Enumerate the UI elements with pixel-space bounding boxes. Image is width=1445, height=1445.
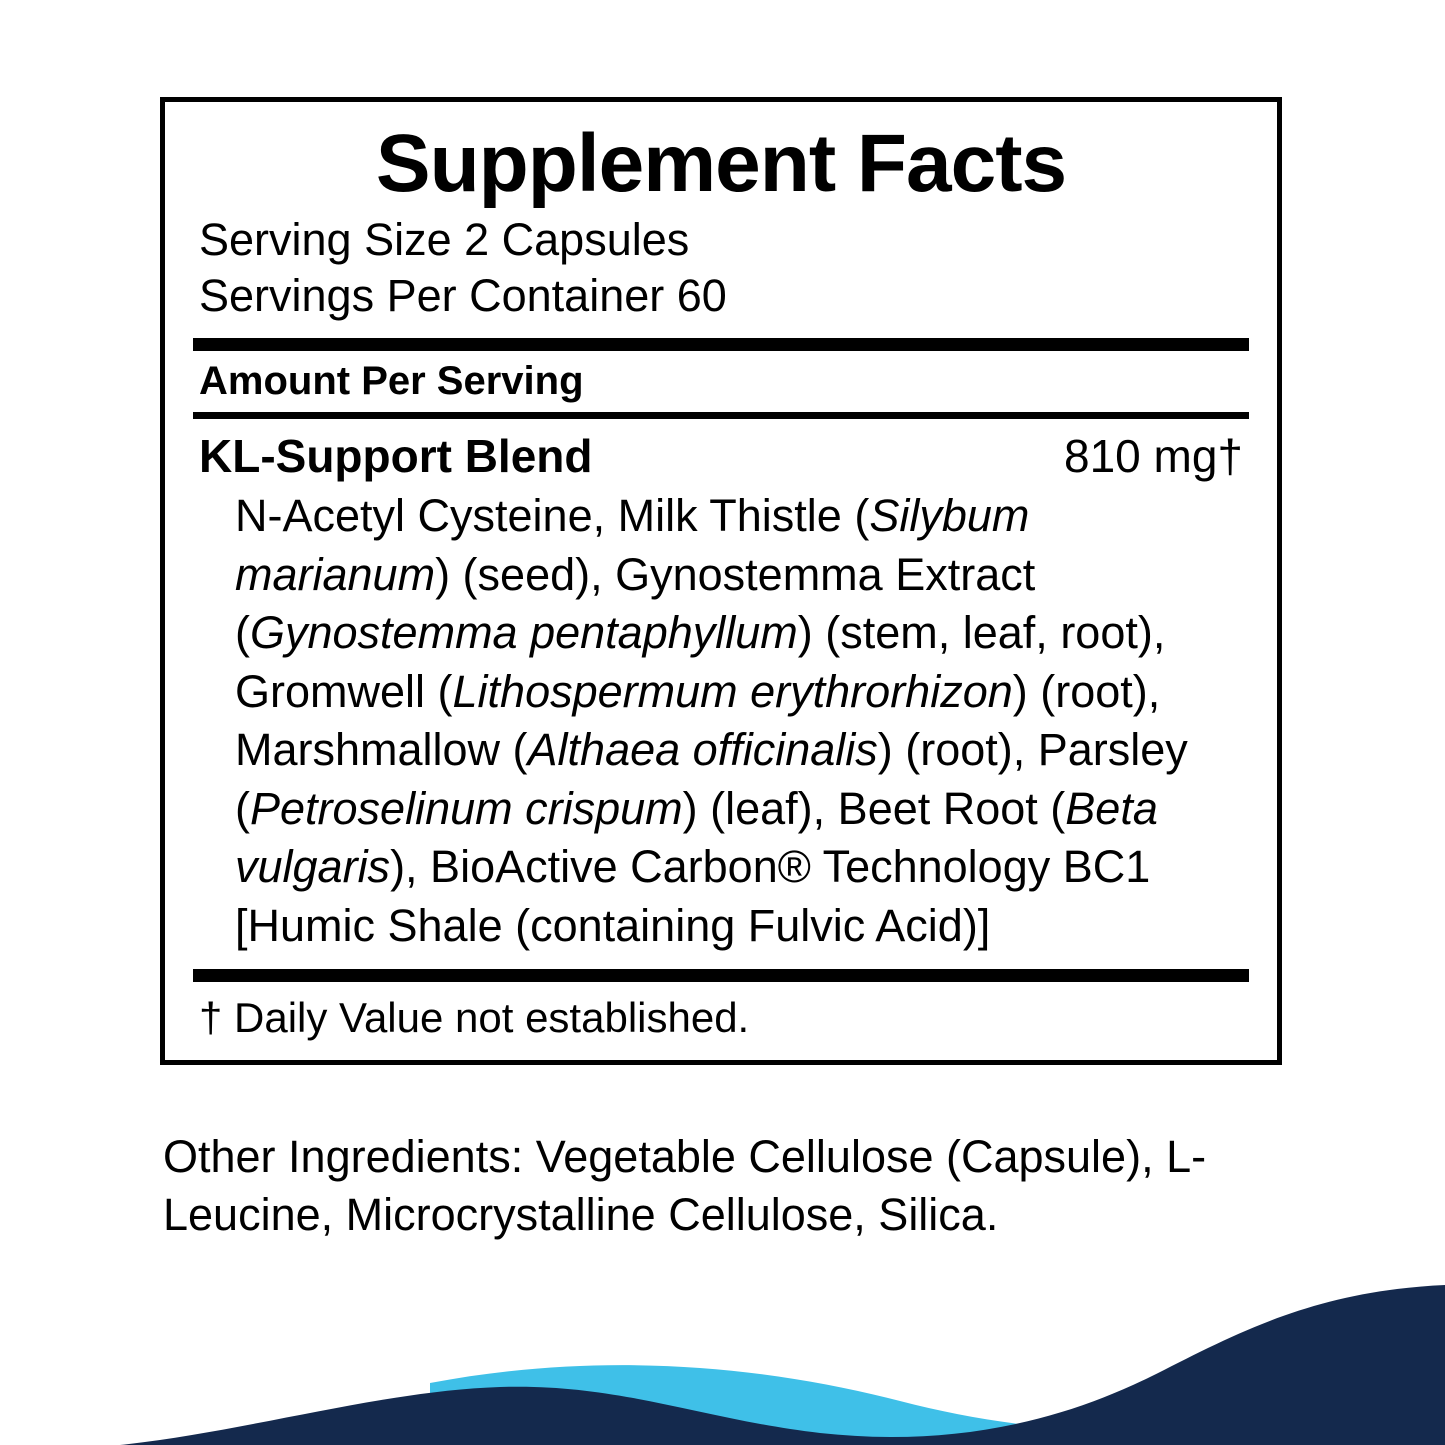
page-title: Supplement Facts — [375, 118, 1067, 209]
supplement-facts-panel — [160, 97, 1282, 1065]
servings-per-container: Servings Per Container 60 — [199, 269, 727, 321]
divider-thick-top — [193, 338, 1249, 351]
blend-amount: 810 mg† — [1063, 430, 1243, 483]
blend-ingredients-list: N-Acetyl Cysteine, Milk Thistle (Silybum marianum) (seed), Gynostemma Extract (Gynostemma pentaphyllum) (stem, leaf, root), Gromwell (Lithospermum erythrorhizon) (root), Marshmallow (Althaea officinalis) (root), Parsley (Petroselinum crispum) (leaf), Beet Root (Beta vulgaris), BioActive Carbon® Technology BC1 [Humic Shale (containing Fulvic Acid)] — [235, 490, 1188, 951]
daily-value-footnote: † Daily Value not established. — [199, 994, 750, 1042]
divider-medium — [193, 412, 1249, 419]
other-ingredients: Other Ingredients: Vegetable Cellulose (Capsule), L-Leucine, Microcrystalline Cellulose, Silica. — [163, 1131, 1207, 1240]
wave-dark-shape — [120, 1285, 1445, 1445]
blend-row — [199, 429, 1243, 483]
wave-light-shape — [430, 1365, 1445, 1445]
blend-name: KL-Support Blend — [199, 430, 593, 483]
divider-thick-bottom — [193, 969, 1249, 982]
serving-size: Serving Size 2 Capsules — [199, 213, 690, 265]
amount-per-serving-header: Amount Per Serving — [199, 359, 584, 404]
